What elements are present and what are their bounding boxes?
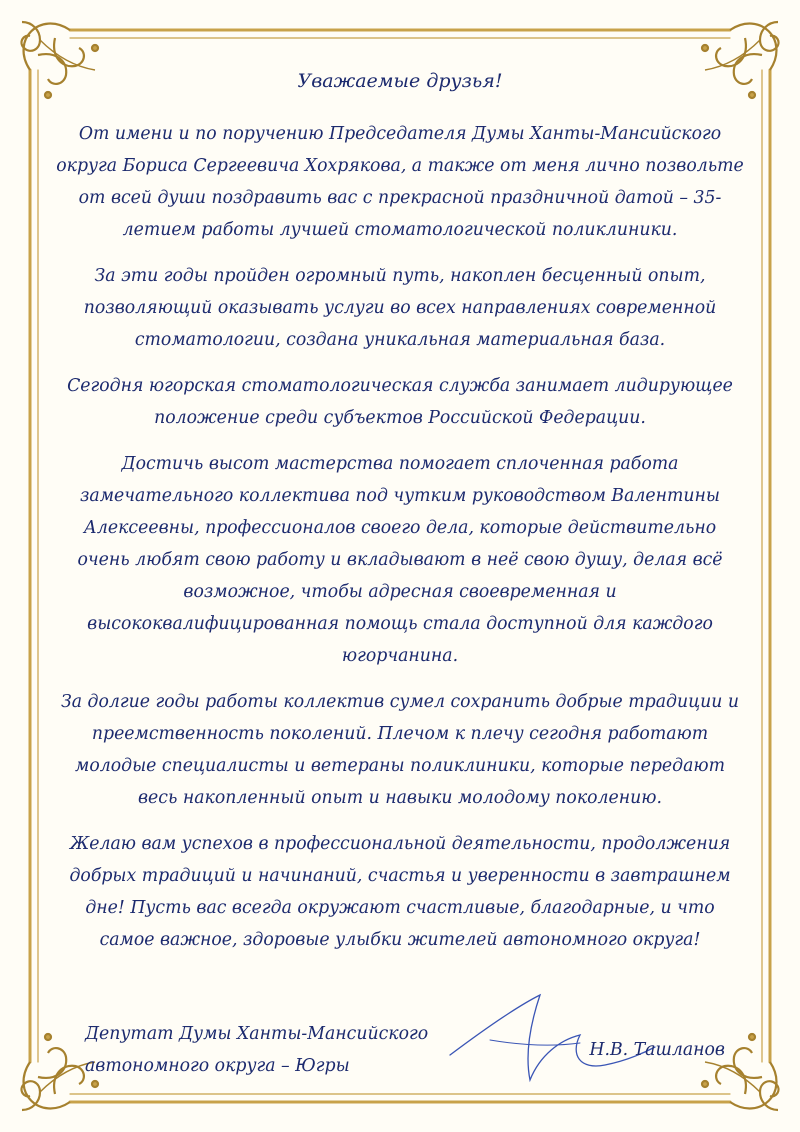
paragraph-leadership: Сегодня югорская стоматологическая служба занимает лидирующее положение среди субъектов Российской Федерации.: [67, 376, 733, 428]
signer-position-line2: автономного округа – Югры: [85, 1056, 350, 1076]
paragraph-team: Достичь высот мастерства помогает сплоченная работа замечательного коллектива под чутким руководством Валентины Алексеевны, профессионалов своего дела, которые действительно очень любят свою работу и вкладывают в неё свою душу, делая всё возможное, чтобы адресная своевременная и высококвалифицированная помощь стала доступной для каждого югорчанина.: [77, 454, 723, 666]
paragraph-traditions: За долгие годы работы коллектив сумел сохранить добрые традиции и преемственность поколений. Плечом к плечу сегодня работают молодые специалисты и ветераны поликлиники, которые передают весь накопленный опыт и навыки молодому поколению.: [60, 692, 740, 808]
signer-position: [85, 1018, 428, 1082]
greeting: Уважаемые друзья!: [297, 70, 503, 92]
signer-position-line1: Депутат Думы Ханты-Мансийского: [85, 1024, 429, 1044]
paragraph-achievements: За эти годы пройден огромный путь, накоплен бесценный опыт, позволяющий оказывать услуги во всех направлениях современной стоматологии, создана уникальная материальная база.: [83, 266, 717, 350]
letter-body: [56, 70, 744, 970]
paragraph-congratulation: От имени и по поручению Председателя Думы Ханты-Мансийского округа Бориса Сергеевича Хохрякова, а также от меня лично позвольте от всей души поздравить вас с прекрасной праздничной датой – 35-летием работы лучшей стоматологической поликлиники.: [56, 124, 744, 240]
paragraph-wishes: Желаю вам успехов в профессиональной деятельности, продолжения добрых традиций и начинаний, счастья и уверенности в завтрашнем дне! Пусть вас всегда окружают счастливые, благодарные, и что самое важное, здоровые улыбки жителей автономного округа!: [69, 834, 731, 950]
signer-name: Н.В. Ташланов: [589, 1040, 725, 1060]
